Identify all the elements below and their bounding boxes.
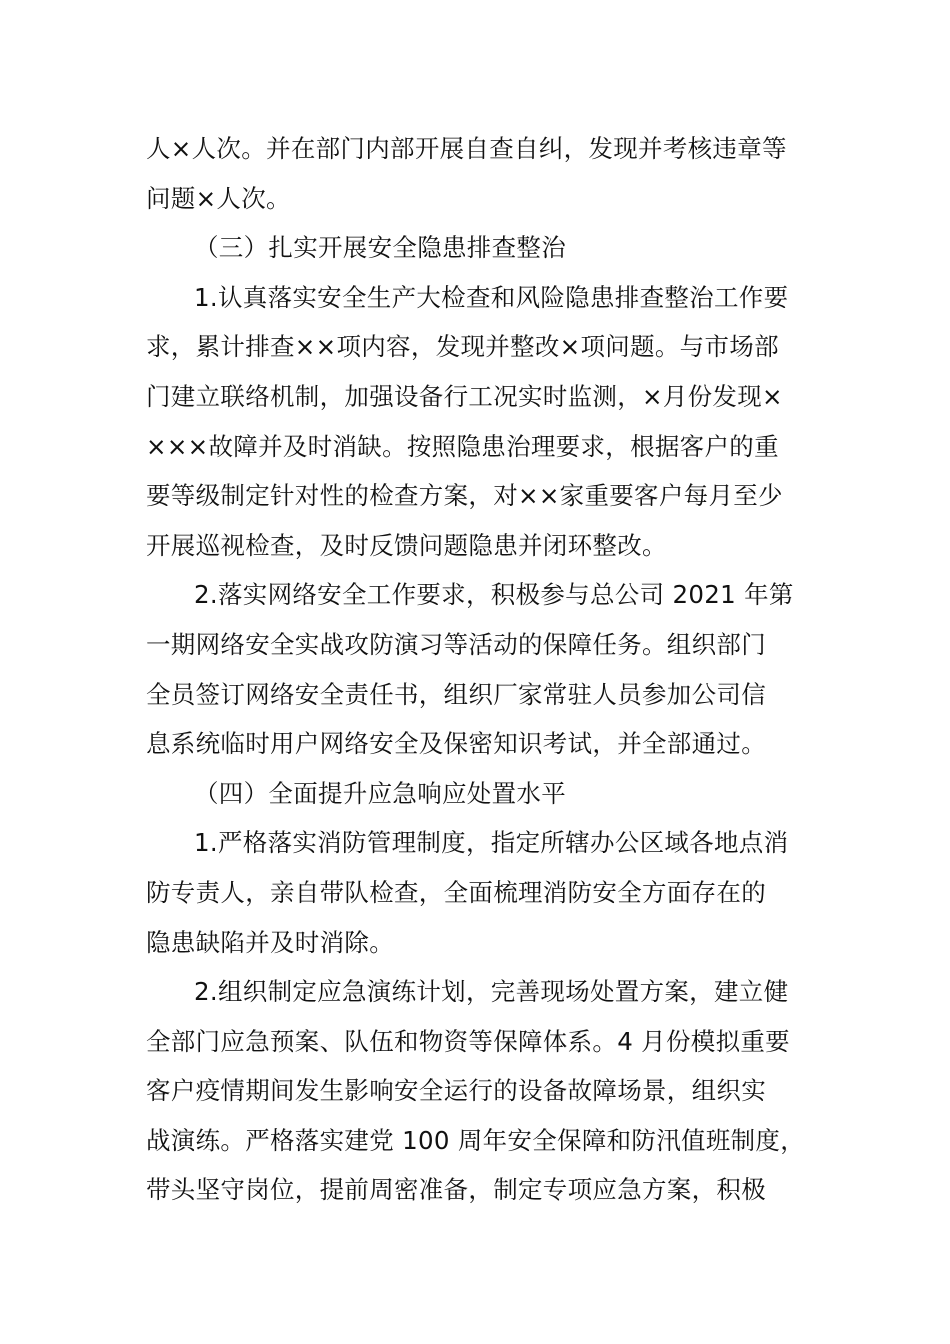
text-line: 要等级制定针对性的检查方案，对××家重要客户每月至少 (146, 481, 783, 511)
text-line: 人×人次。并在部门内部开展自查自纠，发现并考核违章等 (146, 134, 787, 163)
text-line: 问题×人次。 (146, 183, 291, 213)
text-line: 客户疫情期间发生影响安全运行的设备故障场景，组织实 (146, 1076, 766, 1106)
document-body (146, 124, 811, 1215)
section-heading: （三）扎实开展安全隐患排查整治 (194, 233, 566, 263)
text-line: 开展巡视检查，及时反馈问题隐患并闭环整改。 (146, 530, 667, 560)
text-line: 2.落实网络安全工作要求，积极参与总公司 2021 年第 (194, 580, 794, 610)
text-line: 隐患缺陷并及时消除。 (146, 927, 394, 957)
text-line: 一期网络安全实战攻防演习等活动的保障任务。组织部门 (146, 629, 766, 659)
text-line: 带头坚守岗位，提前周密准备，制定专项应急方案，积极 (146, 1175, 766, 1205)
text-line: 战演练。严格落实建党 100 周年安全保障和防汛值班制度， (146, 1125, 806, 1155)
text-line: 全员签订网络安全责任书，组织厂家常驻人员参加公司信 (146, 679, 766, 709)
text-line: 2.组织制定应急演练计划，完善现场处置方案，建立健 (194, 977, 789, 1007)
text-line: 防专责人，亲自带队检查，全面梳理消防安全方面存在的 (146, 877, 766, 907)
text-line: 1.认真落实安全生产大检查和风险隐患排查整治工作要 (194, 282, 789, 312)
section-heading: （四）全面提升应急响应处置水平 (194, 778, 566, 808)
text-line: 息系统临时用户网络安全及保密知识考试，并全部通过。 (146, 729, 766, 759)
text-line: 门建立联络机制，加强设备行工况实时监测，×月份发现× (146, 381, 783, 411)
text-line: 1.严格落实消防管理制度，指定所辖办公区域各地点消 (194, 828, 789, 858)
text-line: ×××故障并及时消缺。按照隐患治理要求，根据客户的重 (146, 431, 779, 461)
text-line: 求，累计排查××项内容，发现并整改×项问题。与市场部 (146, 332, 779, 362)
text-line: 全部门应急预案、队伍和物资等保障体系。4 月份模拟重要 (146, 1026, 790, 1056)
